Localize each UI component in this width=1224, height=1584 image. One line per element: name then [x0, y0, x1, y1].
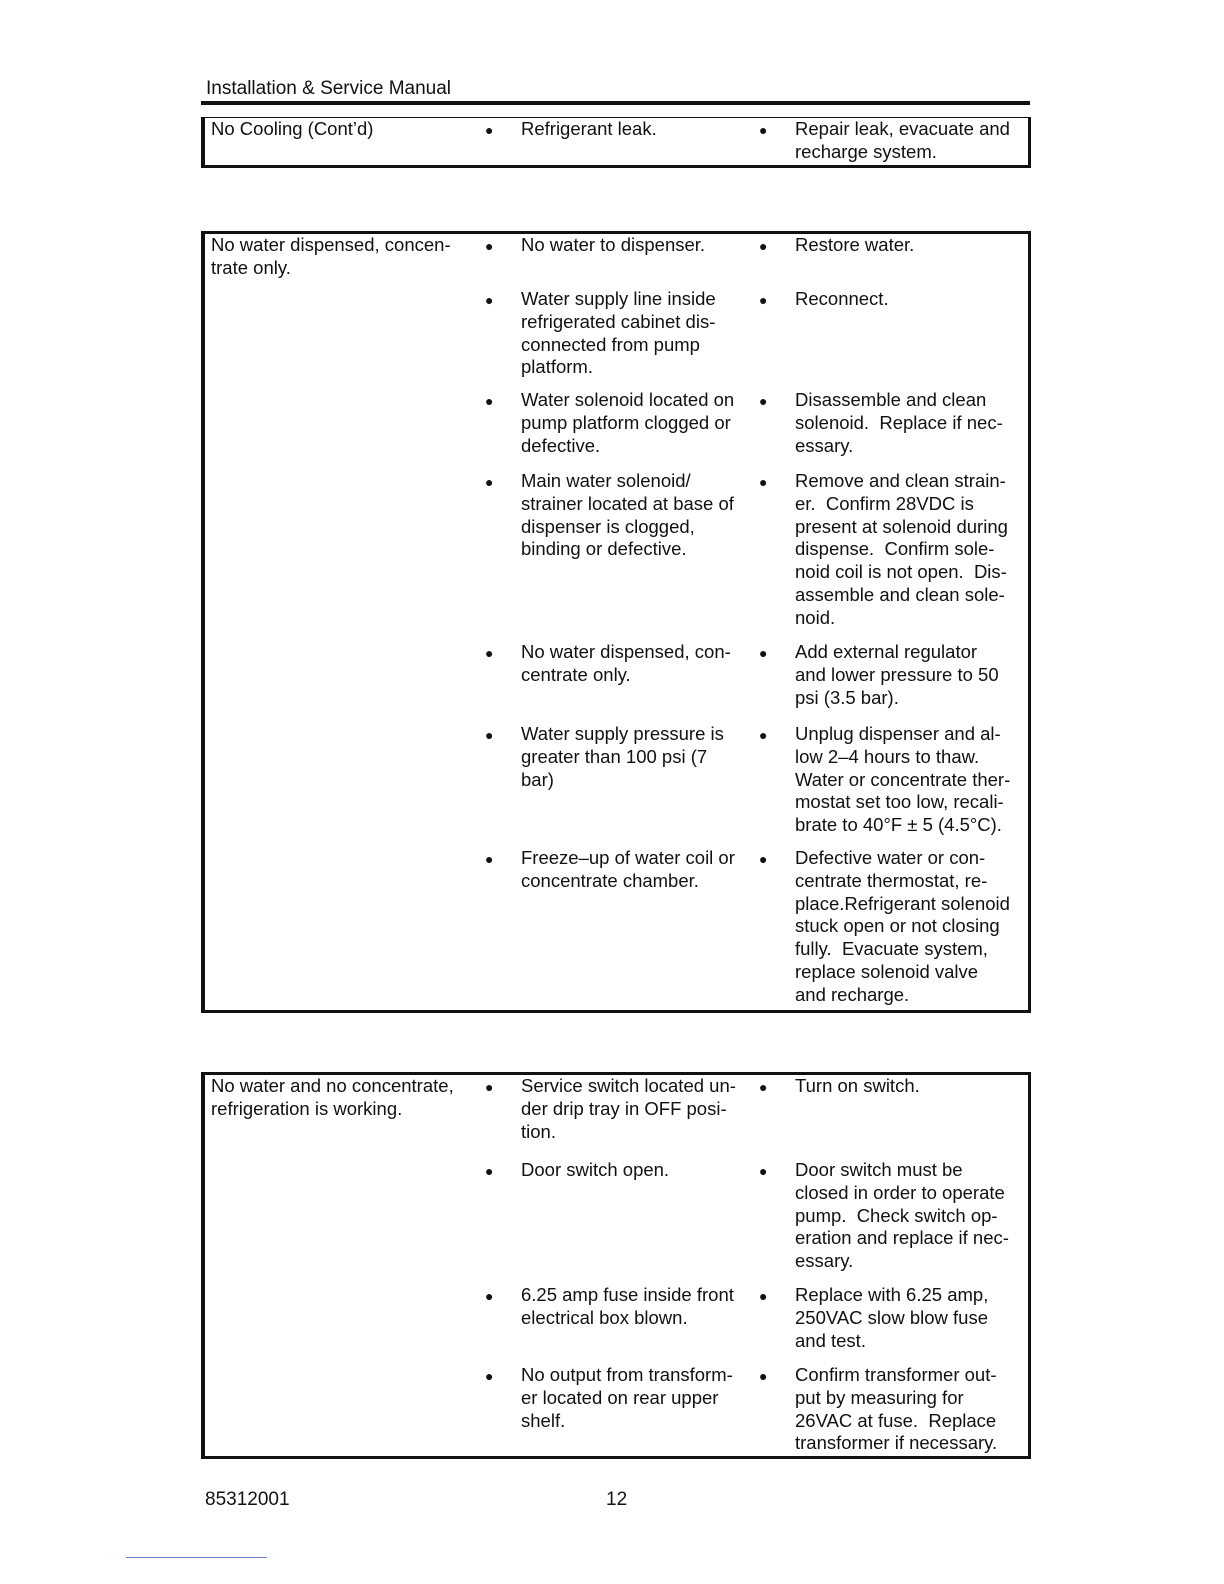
bullet-icon: ● — [485, 474, 494, 490]
bullet-icon: ● — [759, 474, 768, 490]
cause-text: Freeze–up of water coil or concentrate chamber. — [521, 847, 735, 891]
remedy-text: Defective water or con- centrate thermostat, re- place.Refrigerant solenoid stuck open or not closing fully. Evacuate system, replace solenoid valve and recharge. — [795, 847, 1010, 1005]
remedy-text: Repair leak, evacuate and recharge system. — [795, 118, 1010, 162]
bullet-icon: ● — [759, 727, 768, 743]
cause-text: 6.25 amp fuse inside front electrical box blown. — [521, 1284, 734, 1328]
bullet-icon: ● — [759, 1079, 768, 1095]
remedy-text: Confirm transformer out- put by measuring for 26VAC at fuse. Replace transformer if necessary. — [795, 1364, 998, 1454]
remedy-text: Add external regulator and lower pressure to 50 psi (3.5 bar). — [795, 641, 999, 708]
bullet-icon: ● — [759, 1288, 768, 1304]
cause-text: No water to dispenser. — [521, 234, 706, 255]
cause-text: No output from transform- er located on rear upper shelf. — [521, 1364, 733, 1431]
document-number: 85312001 — [205, 1489, 290, 1510]
cause-text: Water supply line inside refrigerated cabinet dis- connected from pump platform. — [521, 288, 716, 378]
bullet-icon: ● — [485, 1288, 494, 1304]
remedy-text: Door switch must be closed in order to operate pump. Check switch op- eration and replace if nec- essary. — [795, 1159, 1009, 1272]
bullet-icon: ● — [485, 645, 494, 661]
bullet-icon: ● — [485, 1079, 494, 1095]
cause-text: No water dispensed, con- centrate only. — [521, 641, 731, 685]
bullet-icon: ● — [759, 393, 768, 409]
remedy-text: Disassemble and clean solenoid. Replace if nec- essary. — [795, 389, 1003, 456]
remedy-text: Unplug dispenser and al- low 2–4 hours to thaw. Water or concentrate ther- mostat set too low, recali- brate to 40°F ± 5 (4.5°C). — [795, 723, 1011, 836]
bullet-icon: ● — [485, 393, 494, 409]
remedy-text: Replace with 6.25 amp, 250VAC slow blow fuse and test. — [795, 1284, 989, 1351]
troubleshooting-table-no-water-dispensed — [201, 231, 1031, 1013]
remedy-text: Turn on switch. — [795, 1075, 920, 1096]
symptom-text: No water dispensed, concen- trate only. — [211, 234, 451, 278]
bullet-icon: ● — [485, 1368, 494, 1384]
cause-text: Water solenoid located on pump platform clogged or defective. — [521, 389, 735, 456]
bullet-icon: ● — [759, 122, 768, 138]
bullet-icon: ● — [485, 238, 494, 254]
bullet-icon: ● — [485, 122, 494, 138]
bullet-icon: ● — [485, 1163, 494, 1179]
bullet-icon: ● — [485, 851, 494, 867]
bullet-icon: ● — [759, 292, 768, 308]
remedy-text: Remove and clean strain- er. Confirm 28VDC is present at solenoid during dispense. Confirm sole- noid coil is not open. Dis- assemble and clean sole- noid. — [795, 470, 1008, 628]
bullet-icon: ● — [759, 238, 768, 254]
bullet-icon: ● — [759, 645, 768, 661]
cause-text: Main water solenoid/ strainer located at base of dispenser is clogged, binding or defective. — [521, 470, 734, 560]
bullet-icon: ● — [759, 1368, 768, 1384]
page-header: Installation & Service Manual — [206, 78, 452, 99]
bullet-icon: ● — [485, 292, 494, 308]
header-rule — [201, 101, 1030, 105]
page-number: 12 — [606, 1489, 628, 1510]
cause-text: Door switch open. — [521, 1159, 670, 1180]
scan-artifact-line — [126, 1557, 267, 1558]
troubleshooting-table-no-cooling — [201, 117, 1031, 168]
bullet-icon: ● — [759, 851, 768, 867]
troubleshooting-table-no-water-no-concentrate — [201, 1072, 1031, 1459]
bullet-icon: ● — [485, 727, 494, 743]
bullet-icon: ● — [759, 1163, 768, 1179]
remedy-text: Reconnect. — [795, 288, 889, 309]
cause-text: Refrigerant leak. — [521, 118, 657, 139]
symptom-text: No water and no concentrate, refrigeration is working. — [211, 1075, 454, 1119]
cause-text: Water supply pressure is greater than 100 psi (7 bar) — [521, 723, 724, 790]
remedy-text: Restore water. — [795, 234, 915, 255]
symptom-text: No Cooling (Cont’d) — [211, 118, 374, 139]
cause-text: Service switch located un- der drip tray in OFF posi- tion. — [521, 1075, 736, 1142]
